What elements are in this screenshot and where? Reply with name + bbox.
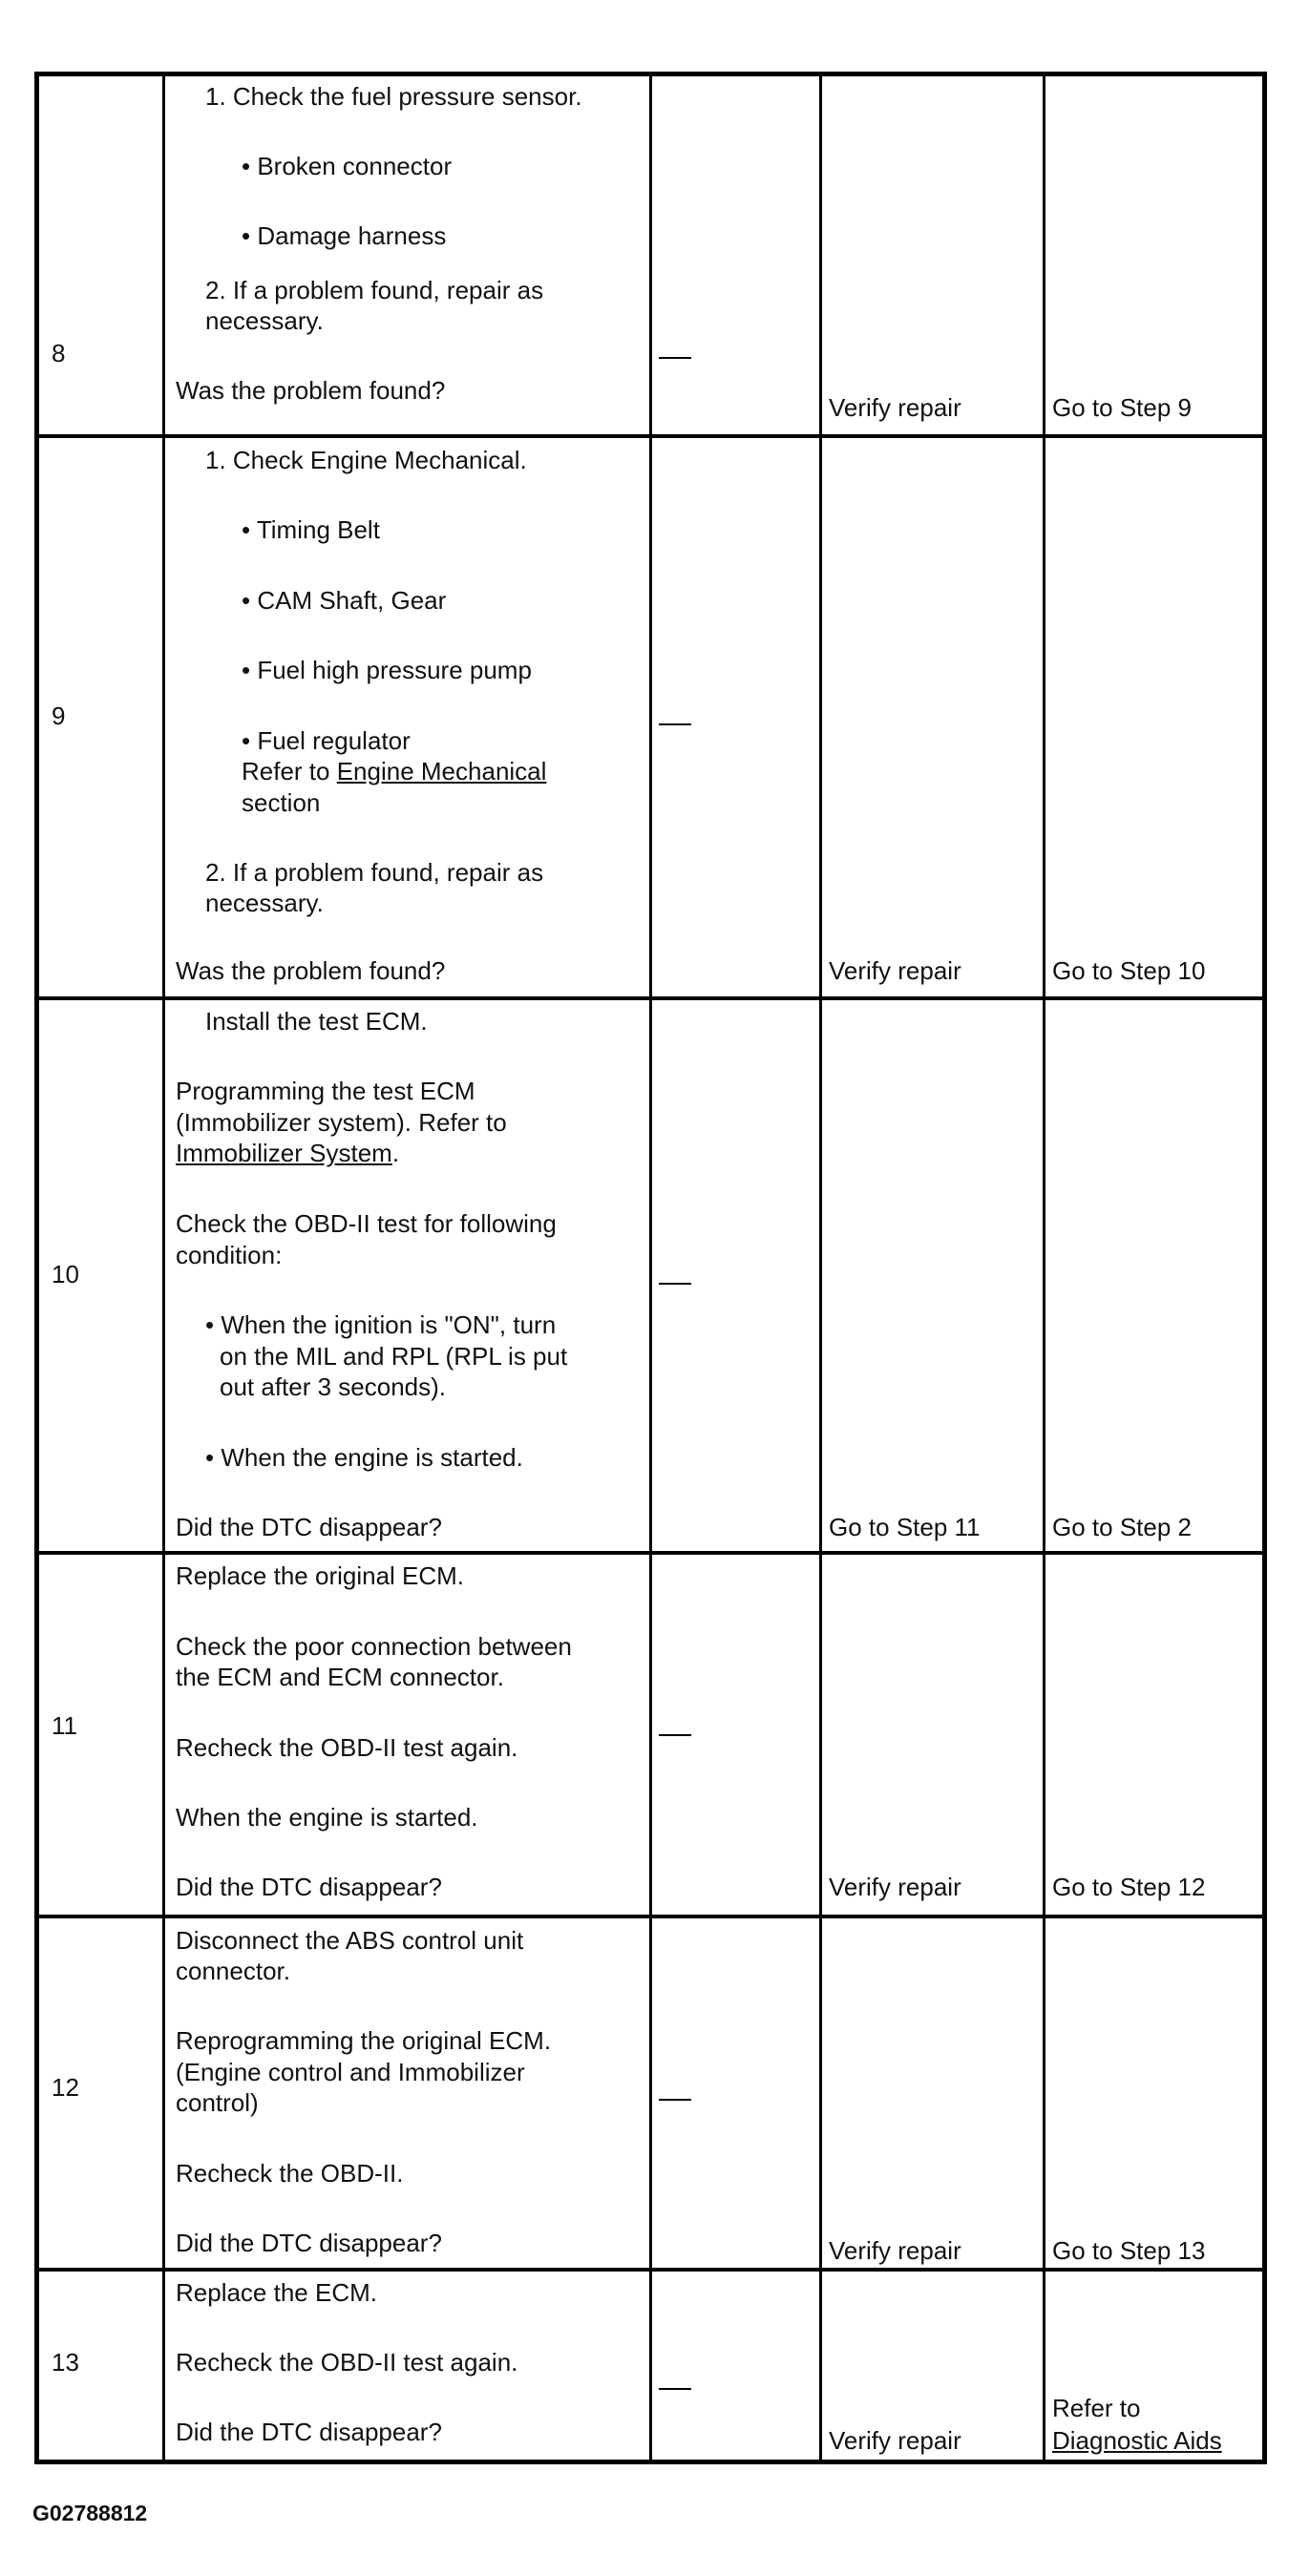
action-text: • Fuel regulator <box>242 726 411 755</box>
action-text: necessary. <box>205 889 324 917</box>
no-result: Go to Step 9 <box>1052 393 1192 422</box>
action-text: Replace the ECM. <box>176 2278 377 2307</box>
action-text: Disconnect the ABS control unit <box>176 1926 524 1955</box>
action-text: • Fuel high pressure pump <box>242 656 532 684</box>
table-border-left <box>34 72 39 2464</box>
action-text: the ECM and ECM connector. <box>176 1663 504 1691</box>
yes-result: Verify repair <box>829 2236 961 2265</box>
action-text: on the MIL and RPL (RPL is put <box>220 1342 568 1371</box>
action-text: Check the poor connection between <box>176 1632 572 1661</box>
action-text: connector. <box>176 1957 290 1985</box>
no-result: Go to Step 2 <box>1052 1513 1192 1541</box>
action-text: Did the DTC disappear? <box>176 1513 442 1541</box>
action-text: • Timing Belt <box>242 515 380 544</box>
engine-mechanical-link[interactable]: Engine Mechanical <box>336 757 547 785</box>
yes-result: Verify repair <box>829 393 961 422</box>
diagnostic-aids-link[interactable]: Diagnostic Aids <box>1052 2426 1222 2455</box>
action-text: control) <box>176 2088 259 2117</box>
column-divider <box>819 72 822 2464</box>
yes-result: Verify repair <box>829 956 961 985</box>
column-divider <box>162 72 165 2464</box>
action-text: Install the test ECM. <box>205 1007 428 1036</box>
action-text: • When the engine is started. <box>205 1443 523 1472</box>
action-text: Recheck the OBD-II test again. <box>176 1733 518 1762</box>
action-text: When the engine is started. <box>176 1803 478 1832</box>
table-border-right <box>1262 72 1267 2464</box>
action-text: • Damage harness <box>242 221 447 250</box>
action-text <box>176 1138 399 1169</box>
action-text: 2. If a problem found, repair as <box>205 858 544 887</box>
action-text: (Immobilizer system). Refer to <box>176 1108 507 1137</box>
action-text: Check the OBD-II test for following <box>176 1209 557 1238</box>
action-text: condition: <box>176 1241 283 1269</box>
action-text: • CAM Shaft, Gear <box>242 586 447 615</box>
action-text: Reprogramming the original ECM. <box>176 2026 552 2055</box>
column-divider <box>649 72 652 2464</box>
action-text: Was the problem found? <box>176 956 446 985</box>
action-text: Recheck the OBD-II. <box>176 2159 404 2188</box>
action-text: Was the problem found? <box>176 376 446 405</box>
no-result: Go to Step 13 <box>1052 2236 1206 2265</box>
no-result: Refer to <box>1052 2394 1141 2422</box>
value-placeholder <box>659 357 691 359</box>
step-number: 9 <box>52 702 66 730</box>
action-text: Recheck the OBD-II test again. <box>176 2348 518 2377</box>
yes-result: Verify repair <box>829 2426 961 2455</box>
value-placeholder <box>659 723 691 725</box>
period: . <box>391 1139 400 1167</box>
action-text: Did the DTC disappear? <box>176 2229 442 2257</box>
step-number: 11 <box>52 1711 77 1740</box>
action-text: Programming the test ECM <box>176 1077 475 1105</box>
diagnostic-table <box>34 72 1267 2464</box>
value-placeholder <box>659 1734 691 1736</box>
action-text: out after 3 seconds). <box>220 1372 447 1401</box>
action-text: 1. Check the fuel pressure sensor. <box>205 82 582 111</box>
action-text: section <box>242 788 321 817</box>
column-divider <box>1043 72 1045 2464</box>
action-text: 2. If a problem found, repair as <box>205 276 544 304</box>
immobilizer-system-link[interactable]: Immobilizer System <box>176 1139 392 1167</box>
refer-prefix: Refer to <box>242 757 337 785</box>
figure-code: G02788812 <box>32 2501 148 2525</box>
value-placeholder <box>659 2388 691 2390</box>
step-number: 10 <box>52 1260 79 1288</box>
action-text: necessary. <box>205 306 324 335</box>
step-number: 13 <box>52 2348 79 2377</box>
step-number: 12 <box>52 2073 79 2102</box>
value-placeholder <box>659 1283 691 1285</box>
action-text: • Broken connector <box>242 152 453 180</box>
value-placeholder <box>659 2099 691 2101</box>
yes-result: Verify repair <box>829 1873 961 1901</box>
action-text: Replace the original ECM. <box>176 1561 465 1590</box>
no-result: Go to Step 10 <box>1052 956 1206 985</box>
action-text: Did the DTC disappear? <box>176 1873 442 1901</box>
action-text <box>242 756 546 787</box>
step-number: 8 <box>52 339 66 367</box>
action-text: 1. Check Engine Mechanical. <box>205 446 527 474</box>
yes-result: Go to Step 11 <box>829 1513 981 1541</box>
action-text: Did the DTC disappear? <box>176 2418 442 2446</box>
no-result: Go to Step 12 <box>1052 1873 1206 1901</box>
action-text: • When the ignition is "ON", turn <box>205 1310 557 1339</box>
action-text: (Engine control and Immobilizer <box>176 2058 525 2086</box>
